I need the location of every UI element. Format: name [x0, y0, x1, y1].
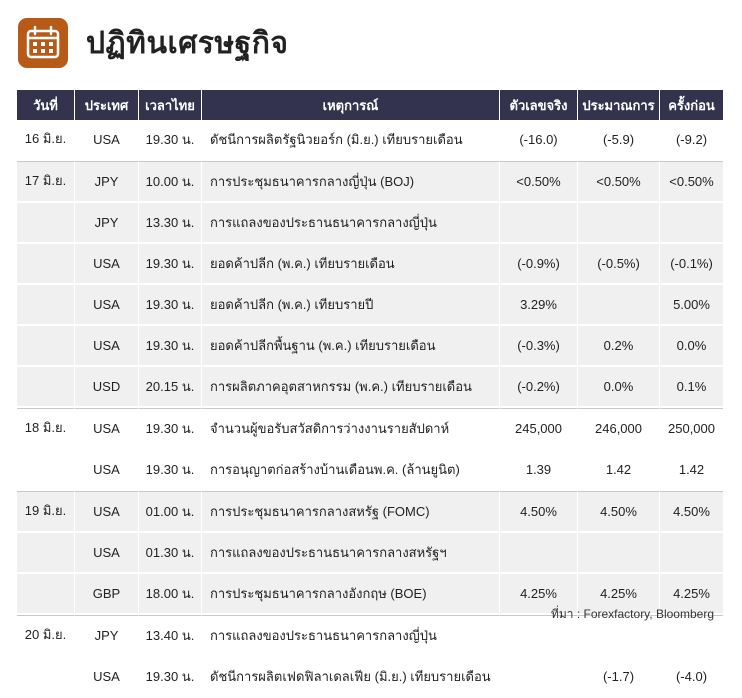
event-cell: การอนุญาตก่อสร้างบ้านเดือนพ.ค. (ล้านยูนิต): [202, 450, 500, 491]
actual-cell: (-16.0): [500, 120, 578, 161]
table-row: [17, 367, 723, 408]
table-row: [17, 285, 723, 326]
previous-cell: 250,000: [660, 408, 723, 450]
country-cell: USA: [75, 533, 139, 574]
event-cell: ยอดค้าปลีก (พ.ค.) เทียบรายเดือน: [202, 244, 500, 285]
event-cell: การประชุมธนาคารกลางอังกฤษ (BOE): [202, 574, 500, 615]
date-cell: [17, 367, 75, 408]
forecast-cell: [578, 285, 660, 326]
actual-cell: [500, 203, 578, 244]
column-header-country: ประเทศ: [75, 90, 139, 120]
country-cell: JPY: [75, 161, 139, 203]
forecast-cell: 4.50%: [578, 491, 660, 533]
date-cell: 20 มิ.ย.: [17, 615, 75, 657]
actual-cell: <0.50%: [500, 161, 578, 203]
table-row: [17, 657, 723, 698]
table-row: [17, 326, 723, 367]
actual-cell: 4.25%: [500, 574, 578, 615]
time-cell: 13.30 น.: [139, 203, 202, 244]
forecast-cell: (-0.5%): [578, 244, 660, 285]
event-cell: ดัชนีการผลิตเฟดฟิลาเดลเฟีย (มิ.ย.) เทียบรายเดือน: [202, 657, 500, 698]
previous-cell: 5.00%: [660, 285, 723, 326]
event-cell: จำนวนผู้ขอรับสวัสดิการว่างงานรายสัปดาห์: [202, 408, 500, 450]
country-cell: USD: [75, 367, 139, 408]
event-cell: การแถลงของประธานธนาคารกลางสหรัฐฯ: [202, 533, 500, 574]
time-cell: 19.30 น.: [139, 244, 202, 285]
event-cell: ดัชนีการผลิตรัฐนิวยอร์ก (มิ.ย.) เทียบรายเดือน: [202, 120, 500, 161]
time-cell: 19.30 น.: [139, 450, 202, 491]
date-cell: [17, 326, 75, 367]
previous-cell: <0.50%: [660, 161, 723, 203]
country-cell: USA: [75, 285, 139, 326]
time-cell: 10.00 น.: [139, 161, 202, 203]
column-header-date: วันที่: [17, 90, 75, 120]
country-cell: USA: [75, 491, 139, 533]
table-row: [17, 450, 723, 491]
date-cell: 16 มิ.ย.: [17, 120, 75, 161]
previous-cell: 4.25%: [660, 574, 723, 615]
forecast-cell: 0.0%: [578, 367, 660, 408]
country-cell: USA: [75, 120, 139, 161]
country-cell: USA: [75, 657, 139, 698]
forecast-cell: (-1.7): [578, 657, 660, 698]
actual-cell: [500, 657, 578, 698]
country-cell: GBP: [75, 574, 139, 615]
table-row: [17, 408, 723, 450]
country-cell: USA: [75, 408, 139, 450]
forecast-cell: [578, 533, 660, 574]
actual-cell: 1.39: [500, 450, 578, 491]
actual-cell: 245,000: [500, 408, 578, 450]
table-row: [17, 491, 723, 533]
actual-cell: (-0.9%): [500, 244, 578, 285]
previous-cell: [660, 533, 723, 574]
actual-cell: (-0.2%): [500, 367, 578, 408]
date-cell: 17 มิ.ย.: [17, 161, 75, 203]
forecast-cell: 4.25%: [578, 574, 660, 615]
date-cell: [17, 285, 75, 326]
country-cell: JPY: [75, 203, 139, 244]
time-cell: 20.15 น.: [139, 367, 202, 408]
date-cell: [17, 657, 75, 698]
event-cell: การแถลงของประธานธนาคารกลางญี่ปุ่น: [202, 203, 500, 244]
time-cell: 13.40 น.: [139, 615, 202, 657]
table-row: [17, 120, 723, 161]
column-header-previous: ครั้งก่อน: [660, 90, 723, 120]
event-cell: การแถลงของประธานธนาคารกลางญี่ปุ่น: [202, 615, 500, 657]
date-cell: [17, 203, 75, 244]
previous-cell: (-9.2): [660, 120, 723, 161]
country-cell: USA: [75, 244, 139, 285]
date-cell: 18 มิ.ย.: [17, 408, 75, 450]
actual-cell: 4.50%: [500, 491, 578, 533]
date-cell: [17, 450, 75, 491]
date-cell: [17, 533, 75, 574]
table-row: [17, 203, 723, 244]
date-cell: 19 มิ.ย.: [17, 491, 75, 533]
country-cell: USA: [75, 450, 139, 491]
forecast-cell: <0.50%: [578, 161, 660, 203]
event-cell: ยอดค้าปลีกพื้นฐาน (พ.ค.) เทียบรายเดือน: [202, 326, 500, 367]
column-header-forecast: ประมาณการ: [578, 90, 660, 120]
event-cell: ยอดค้าปลีก (พ.ค.) เทียบรายปี: [202, 285, 500, 326]
event-cell: การประชุมธนาคารกลางสหรัฐ (FOMC): [202, 491, 500, 533]
table-row: [17, 244, 723, 285]
event-cell: การผลิตภาคอุตสาหกรรม (พ.ค.) เทียบรายเดือน: [202, 367, 500, 408]
forecast-cell: (-5.9): [578, 120, 660, 161]
previous-cell: 4.50%: [660, 491, 723, 533]
event-cell: การประชุมธนาคารกลางญี่ปุ่น (BOJ): [202, 161, 500, 203]
forecast-cell: 1.42: [578, 450, 660, 491]
forecast-cell: 246,000: [578, 408, 660, 450]
column-header-actual: ตัวเลขจริง: [500, 90, 578, 120]
time-cell: 19.30 น.: [139, 657, 202, 698]
table-row: [17, 533, 723, 574]
page-header: [18, 18, 288, 68]
table-row: [17, 161, 723, 203]
forecast-cell: 0.2%: [578, 326, 660, 367]
forecast-cell: [578, 203, 660, 244]
page-title: ปฏิทินเศรษฐกิจ: [86, 26, 289, 60]
country-cell: JPY: [75, 615, 139, 657]
actual-cell: (-0.3%): [500, 326, 578, 367]
source-note: ที่มา : Forexfactory, Bloomberg: [550, 607, 714, 621]
previous-cell: 1.42: [660, 450, 723, 491]
time-cell: 19.30 น.: [139, 120, 202, 161]
previous-cell: (-4.0): [660, 657, 723, 698]
time-cell: 19.30 น.: [139, 285, 202, 326]
time-cell: 01.30 น.: [139, 533, 202, 574]
previous-cell: (-0.1%): [660, 244, 723, 285]
column-header-time: เวลาไทย: [139, 90, 202, 120]
previous-cell: 0.0%: [660, 326, 723, 367]
time-cell: 19.30 น.: [139, 326, 202, 367]
table-header-row: [17, 90, 723, 120]
previous-cell: 0.1%: [660, 367, 723, 408]
actual-cell: [500, 533, 578, 574]
time-cell: 18.00 น.: [139, 574, 202, 615]
actual-cell: 3.29%: [500, 285, 578, 326]
time-cell: 19.30 น.: [139, 408, 202, 450]
calendar-icon: [18, 18, 68, 68]
date-cell: [17, 574, 75, 615]
date-cell: [17, 244, 75, 285]
time-cell: 01.00 น.: [139, 491, 202, 533]
column-header-event: เหตุการณ์: [202, 90, 500, 120]
country-cell: USA: [75, 326, 139, 367]
previous-cell: [660, 203, 723, 244]
